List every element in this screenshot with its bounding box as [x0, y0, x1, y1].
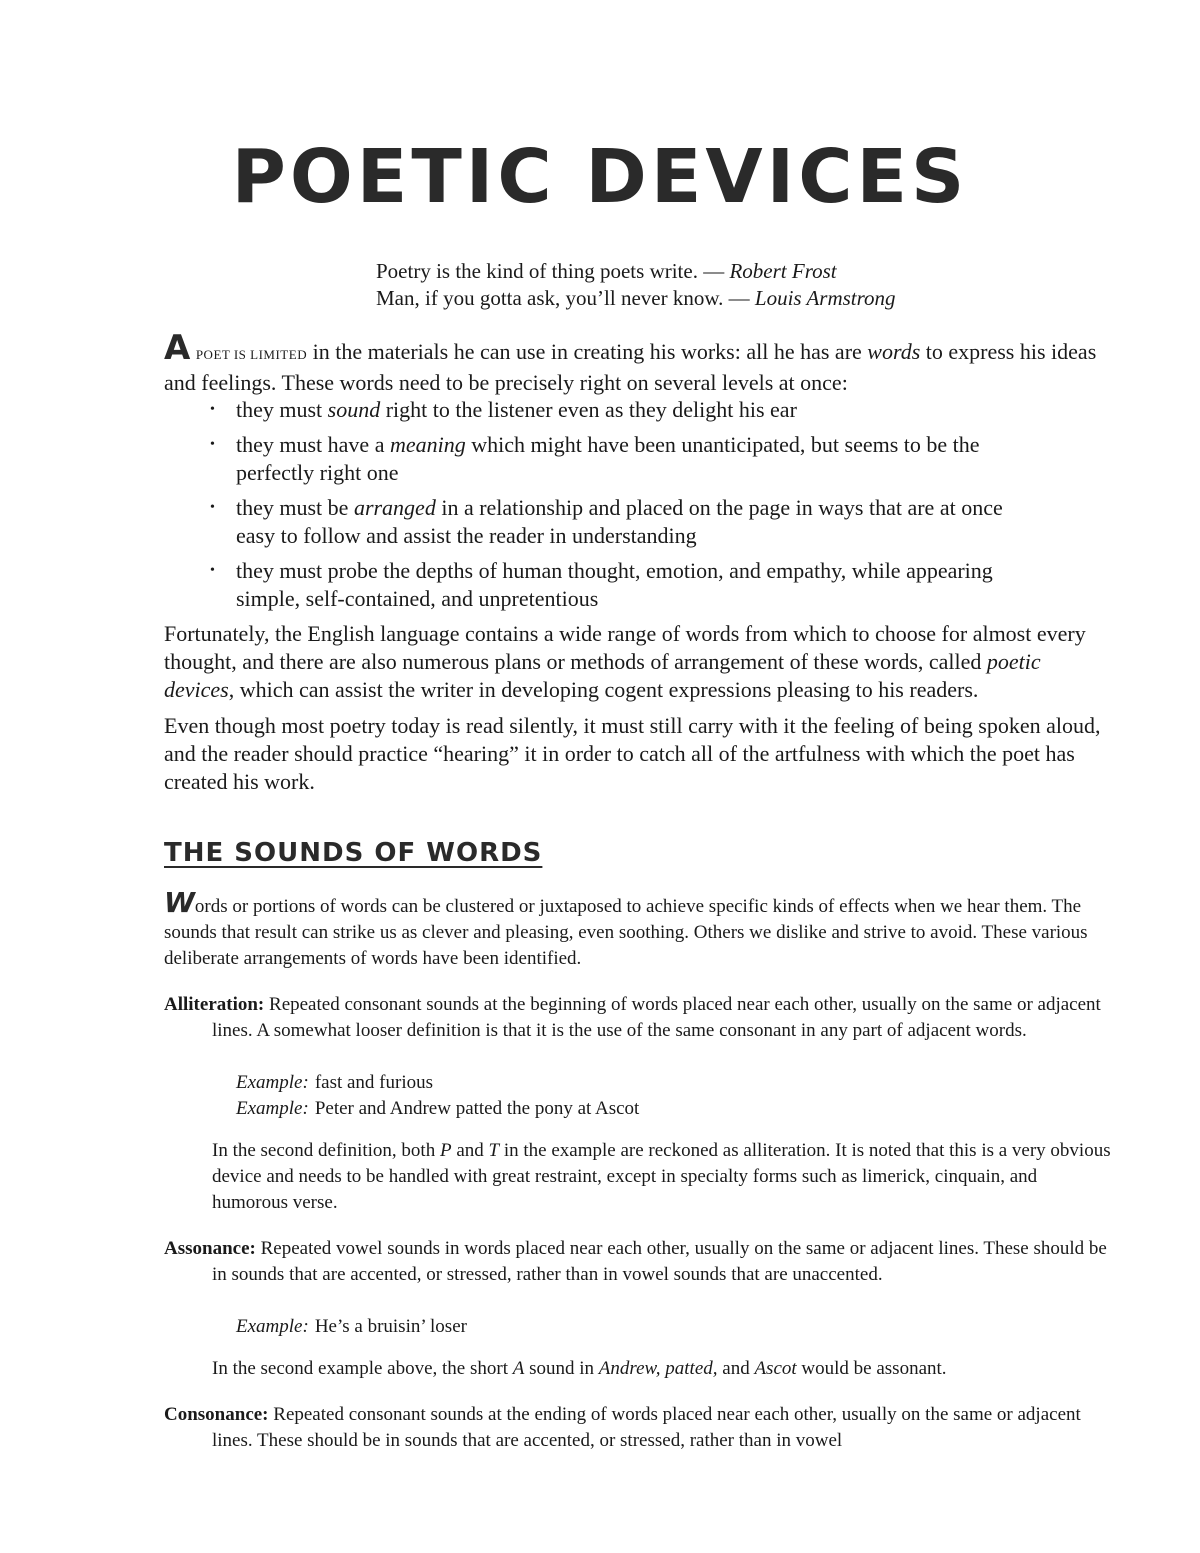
drop-cap: A	[164, 328, 191, 368]
example-text: fast and furious	[314, 1072, 434, 1093]
term-label: Consonance:	[164, 1404, 269, 1425]
definition-note	[212, 1138, 1112, 1216]
bullet-icon: •	[210, 402, 215, 417]
bullet-text: they must be	[236, 495, 354, 520]
section-intro	[164, 886, 1109, 972]
note-emphasis: Andrew, patted,	[598, 1358, 718, 1379]
note-emphasis: A	[512, 1358, 525, 1379]
paragraph: Even though most poetry today is read silently, it must still carry with it the feeling of being spoken aloud, and the reader should practice “hearing” it in order to catch all of the artfulness with which the poet has created his work.	[164, 713, 1101, 794]
term-label: Assonance:	[164, 1238, 256, 1259]
example-line	[236, 1070, 433, 1096]
definition-alliteration	[164, 992, 1112, 1044]
term-definition: Repeated consonant sounds at the ending of words placed near each other, usually on the same or adjacent lines. These should be in sounds that are accented, or stressed, rather than in vowel	[212, 1404, 1081, 1451]
bullet-text: in a relationship and placed on the page in ways that are at once easy to follow and assist the reader in understanding	[236, 495, 1003, 548]
example-text: He’s a bruisin’ loser	[314, 1316, 467, 1337]
paragraph	[164, 620, 1104, 704]
note-text: sound in	[524, 1358, 599, 1379]
epigraph-author: Louis Armstrong	[754, 286, 896, 310]
page-title: POETIC DEVICES	[231, 134, 969, 220]
list-item	[210, 494, 1010, 550]
small-caps-lead: POET IS LIMITED	[195, 347, 308, 362]
definition-note	[212, 1356, 1112, 1382]
term-definition: Repeated consonant sounds at the beginning of words placed near each other, usually on the same or adjacent lines. A somewhat looser definition is that it is the use of the same consonant in any part of adjacent words.	[212, 994, 1101, 1041]
bullet-list	[210, 396, 1010, 620]
list-item	[210, 557, 1010, 613]
bullet-emphasis: sound	[327, 397, 381, 422]
note-emphasis: P	[439, 1140, 452, 1161]
note-emphasis: T	[488, 1140, 500, 1161]
section-intro-text: ords or portions of words can be clustered or juxtaposed to achieve specific kinds of effects when we hear them. The sounds that result can strike us as clever and pleasing, even soothing. Others we dislike and strive to avoid. These various deliberate arrangements of words have been identified.	[164, 896, 1088, 969]
term-label: Alliteration:	[164, 994, 265, 1015]
definition-consonance	[164, 1402, 1112, 1454]
note-text: In the second example above, the short	[212, 1358, 513, 1379]
section-heading: THE SOUNDS OF WORDS	[164, 838, 543, 868]
intro-paragraph	[164, 328, 1104, 397]
note-emphasis: Ascot	[754, 1358, 797, 1379]
bullet-text: they must	[236, 397, 328, 422]
note-text: and	[717, 1358, 755, 1379]
bullet-icon: •	[210, 437, 215, 452]
bullet-emphasis: meaning	[389, 432, 466, 457]
epigraph-line	[376, 285, 896, 312]
bullet-text: right to the listener even as they delight his ear	[380, 397, 797, 422]
list-item	[210, 396, 1010, 424]
intro-text: to express his ideas and feelings. These words need to be precisely right on several levels at once:	[164, 339, 1097, 395]
bullet-text: which might have been unanticipated, but seems to be the perfectly right one	[236, 432, 980, 485]
epigraph-quote: Man, if you gotta ask, you’ll never know. —	[376, 286, 755, 310]
epigraph-quote: Poetry is the kind of thing poets write. —	[376, 259, 730, 283]
bullet-icon: •	[210, 500, 215, 515]
definition-assonance	[164, 1236, 1112, 1288]
example-label: Example:	[236, 1316, 309, 1337]
bullet-icon: •	[210, 563, 215, 578]
note-text: would be assonant.	[796, 1358, 947, 1379]
example-label: Example:	[236, 1072, 309, 1093]
example-line	[236, 1314, 467, 1340]
example-line	[236, 1096, 639, 1122]
drop-cap: W	[164, 886, 195, 919]
note-text: In the second definition, both	[212, 1140, 440, 1161]
paragraph-text: , which can assist the writer in developing cogent expressions pleasing to his readers.	[228, 677, 979, 702]
example-label: Example:	[236, 1098, 309, 1119]
intro-text: in the materials he can use in creating his works: all he has are	[307, 339, 868, 364]
bullet-text: they must have a	[236, 432, 390, 457]
note-text: and	[451, 1140, 489, 1161]
paragraph-text: Fortunately, the English language contains a wide range of words from which to choose for almost every thought, and there are also numerous plans or methods of arrangement of these words, called	[164, 621, 1086, 674]
list-item	[210, 431, 1010, 487]
bullet-text: they must probe the depths of human thought, emotion, and empathy, while appearing simple, self-contained, and unpretentious	[236, 558, 993, 611]
epigraph-author: Robert Frost	[729, 259, 837, 283]
paragraph-emphasis: poetic devices	[164, 649, 1041, 702]
epigraph-line	[376, 258, 896, 285]
intro-emphasis: words	[867, 339, 921, 364]
note-text: in the example are reckoned as alliteration. It is noted that this is a very obvious device and needs to be handled with great restraint, except in specialty forms such as limerick, cinquain, and humorous verse.	[212, 1140, 1111, 1213]
example-text: Peter and Andrew patted the pony at Ascot	[314, 1098, 640, 1119]
epigraph	[376, 258, 896, 312]
bullet-emphasis: arranged	[353, 495, 436, 520]
term-definition: Repeated vowel sounds in words placed near each other, usually on the same or adjacent lines. These should be in sounds that are accented, or stressed, rather than in vowel sounds that are unaccented.	[212, 1238, 1107, 1285]
